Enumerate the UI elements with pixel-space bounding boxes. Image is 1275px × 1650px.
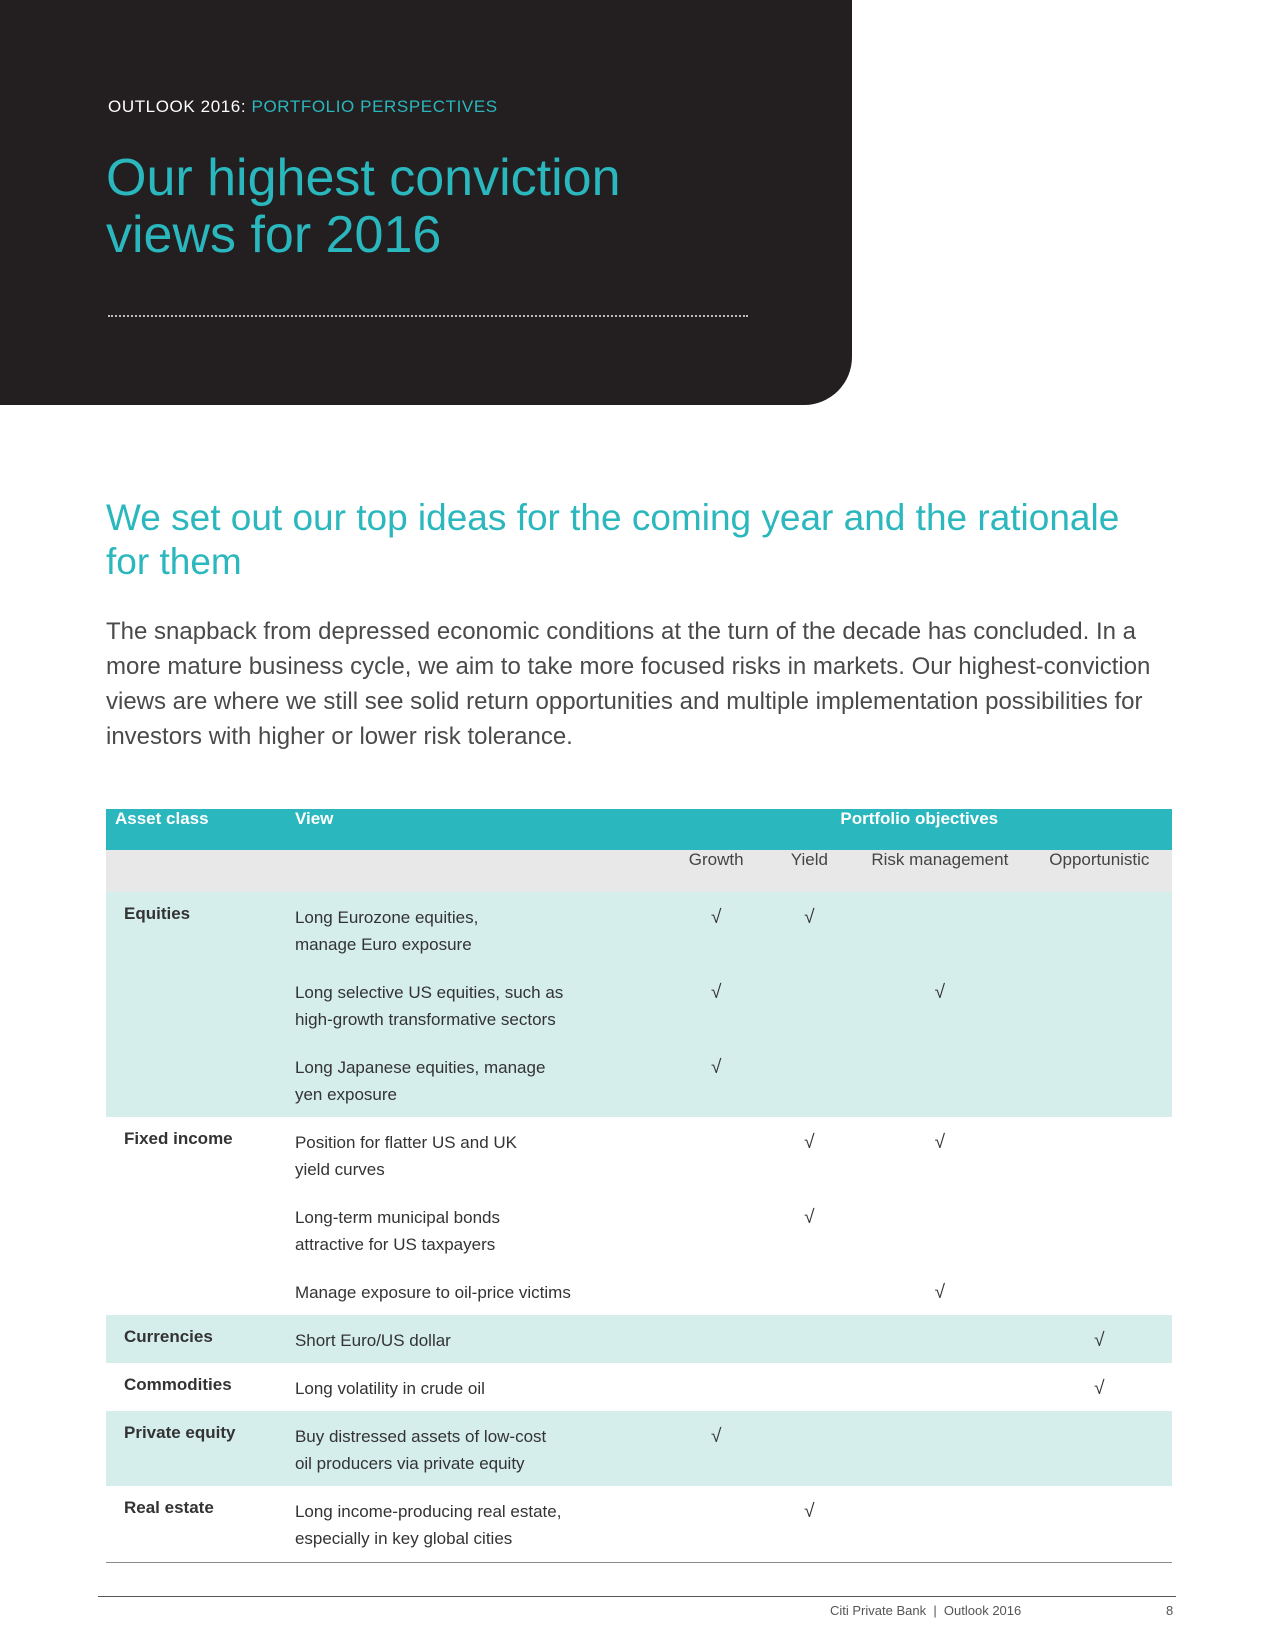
view-cell: Short Euro/US dollar: [295, 1315, 667, 1363]
page-title-line1: Our highest conviction: [106, 149, 621, 207]
risk-check: [853, 1042, 1027, 1117]
asset-class-cell: Equities: [106, 892, 295, 967]
objective-opportunistic: Opportunistic: [1027, 850, 1172, 892]
table-row: [106, 1267, 1172, 1315]
view-line: Position for flatter US and UK: [294, 1133, 517, 1152]
opportunistic-check: [1027, 1267, 1172, 1315]
yield-check: √: [804, 1207, 815, 1228]
page-title-line2: views for 2016: [106, 206, 442, 264]
page-number: 8: [1166, 1603, 1174, 1618]
table-row: [106, 1315, 1172, 1363]
risk-check: √: [934, 1132, 946, 1153]
view-cell: [295, 967, 667, 1042]
risk-check: √: [934, 1282, 946, 1303]
section-eyebrow: [108, 97, 498, 117]
risk-check: [853, 892, 1027, 967]
asset-class-cell: [106, 1267, 295, 1315]
view-line: high-growth transformative sectors: [294, 1010, 556, 1029]
yield-check: √: [766, 892, 853, 967]
objective-risk-management: Risk management: [853, 850, 1027, 892]
risk-check: [853, 1192, 1027, 1267]
yield-check: [766, 1042, 853, 1117]
opportunistic-check: [1027, 1192, 1172, 1267]
view-line: Long Eurozone equities,: [294, 908, 479, 927]
opportunistic-check: [1027, 892, 1172, 967]
yield-check: [766, 1411, 853, 1486]
view-line: yield curves: [294, 1160, 385, 1179]
table-row: [106, 1411, 1172, 1486]
view-line: Long-term municipal bonds: [294, 1208, 500, 1227]
view-line: Long Japanese equities, manage: [294, 1058, 546, 1077]
view-cell: Long volatility in crude oil: [294, 1379, 485, 1398]
growth-check: [667, 1363, 766, 1411]
subheading: We set out our top ideas for the coming year and the rationale for them: [106, 497, 1120, 582]
risk-check: [853, 1315, 1027, 1363]
opportunistic-check: [1027, 1042, 1172, 1117]
view-line: manage Euro exposure: [294, 935, 472, 954]
growth-check: √: [667, 892, 766, 967]
objective-yield: Yield: [766, 850, 853, 892]
asset-class-cell: Currencies: [106, 1315, 295, 1363]
yield-check: [766, 1363, 853, 1411]
risk-check: √: [853, 967, 1027, 1042]
footer-rule: [98, 1596, 1176, 1597]
page-title: [106, 150, 806, 264]
table-row: [106, 967, 1172, 1042]
view-cell: [295, 1411, 667, 1486]
eyebrow-prefix: OUTLOOK 2016:: [108, 97, 247, 116]
asset-class-cell: Real estate: [106, 1486, 295, 1563]
subheader-blank: [295, 850, 667, 892]
view-line: Long selective US equities, such as: [294, 983, 564, 1002]
objective-growth: Growth: [667, 850, 766, 892]
risk-check: [853, 1411, 1027, 1486]
dotted-divider: [108, 315, 748, 317]
view-line: attractive for US taxpayers: [294, 1235, 496, 1254]
yield-check: [766, 967, 853, 1042]
view-cell: Manage exposure to oil-price victims: [294, 1283, 571, 1302]
view-cell: [295, 1042, 667, 1117]
asset-class-cell: Commodities: [124, 1375, 232, 1394]
opportunistic-check: [1027, 1411, 1172, 1486]
header-view: View: [295, 809, 667, 850]
view-cell: [295, 1192, 667, 1267]
growth-check: [667, 1267, 766, 1315]
growth-check: [667, 1117, 766, 1192]
view-cell: [295, 1117, 667, 1192]
risk-check: [853, 1363, 1027, 1411]
opportunistic-check: [1027, 1486, 1172, 1563]
objectives-subheader-row: [106, 850, 1172, 892]
growth-check: √: [667, 1042, 766, 1117]
growth-check: [667, 1486, 766, 1563]
view-line: Buy distressed assets of low-cost: [294, 1427, 547, 1446]
asset-class-cell: Private equity: [106, 1411, 295, 1486]
opportunistic-check: √: [1094, 1378, 1105, 1399]
growth-check: [667, 1315, 766, 1363]
subheader-blank: [106, 850, 295, 892]
asset-class-cell: [106, 967, 295, 1042]
eyebrow-section: PORTFOLIO PERSPECTIVES: [251, 97, 498, 116]
view-line: yen exposure: [294, 1085, 398, 1104]
opportunistic-check: [1027, 967, 1172, 1042]
risk-check: [853, 1486, 1027, 1563]
header-asset-class: Asset class: [106, 809, 295, 850]
footer-text: Citi Private Bank | Outlook 2016: [830, 1603, 1022, 1618]
table-row: [106, 1363, 1172, 1411]
table-row: [106, 1486, 1172, 1563]
header-portfolio-objectives: Portfolio objectives: [667, 809, 1172, 850]
growth-check: [667, 1192, 766, 1267]
growth-check: √: [667, 967, 766, 1042]
yield-check: [766, 1267, 853, 1315]
view-cell: [295, 892, 667, 967]
header-banner: [0, 0, 852, 405]
view-line: Long income-producing real estate,: [294, 1502, 562, 1521]
conviction-views-table: [106, 809, 1172, 1563]
table-header-row: [106, 809, 1172, 850]
yield-check: √: [766, 1486, 853, 1563]
table-row: [106, 1117, 1172, 1192]
yield-check: [766, 1315, 853, 1363]
table-row: [106, 1192, 1172, 1267]
growth-check: √: [667, 1411, 766, 1486]
view-line: especially in key global cities: [294, 1529, 513, 1548]
asset-class-cell: [106, 1192, 295, 1267]
intro-paragraph: The snapback from depressed economic conditions at the turn of the decade has concluded. In a more mature business cycle, we aim to take more focused risks in markets. Our highest-conviction views are where we still see solid return opportunities and multiple implementation possibilities for investors with higher or lower risk tolerance.: [106, 618, 1151, 750]
table-row: [106, 892, 1172, 967]
view-line: oil producers via private equity: [294, 1454, 525, 1473]
asset-class-cell: [106, 1042, 295, 1117]
asset-class-cell: Fixed income: [124, 1129, 233, 1148]
opportunistic-check: √: [1027, 1315, 1172, 1363]
opportunistic-check: [1027, 1117, 1172, 1192]
view-cell: [295, 1486, 667, 1563]
table-row: [106, 1042, 1172, 1117]
yield-check: √: [804, 1132, 815, 1153]
